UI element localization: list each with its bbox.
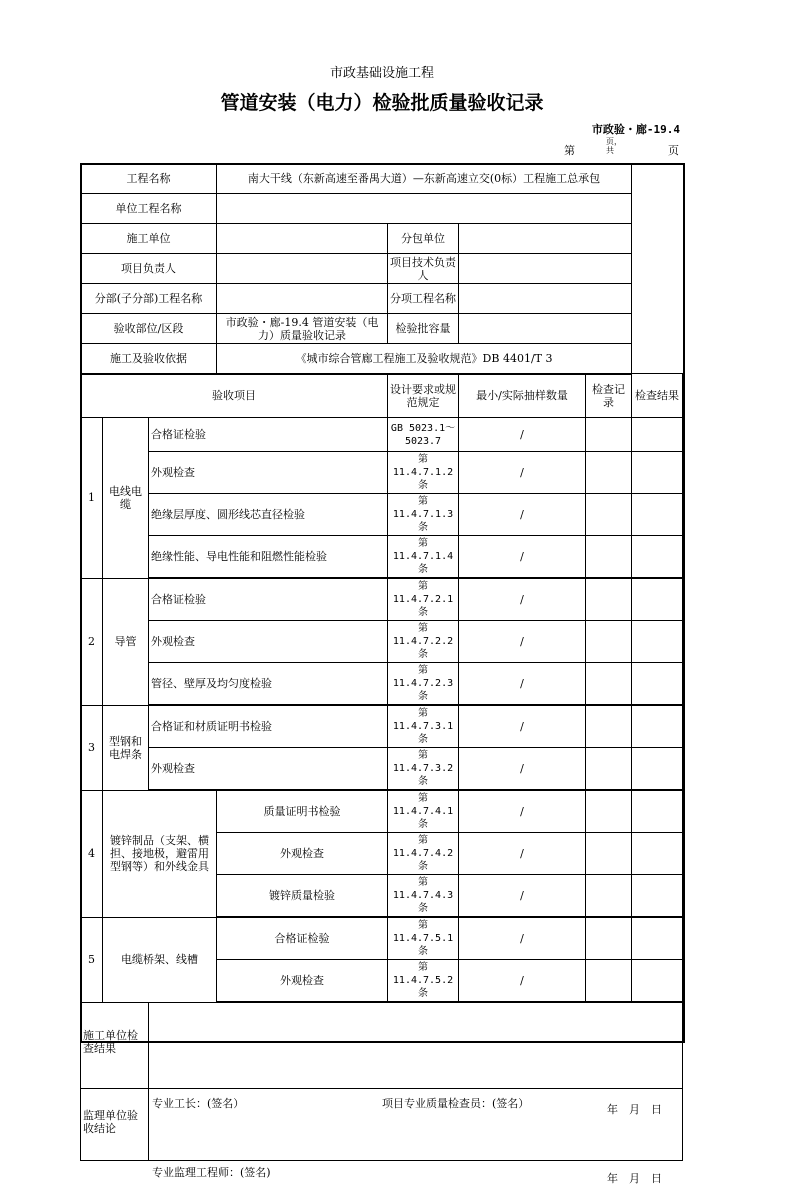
item-name: 质量证明书检验	[217, 790, 388, 833]
item-record[interactable]	[586, 621, 632, 663]
batch-value[interactable]	[459, 314, 632, 344]
col-record-header: 检查记录	[586, 374, 632, 418]
page-title: 管道安装（电力）检验批质量验收记录	[220, 92, 544, 114]
table-row	[81, 705, 683, 748]
tech-lead-value[interactable]	[459, 254, 632, 284]
supervisor-signature: 专业监理工程师：(签名)	[152, 1166, 271, 1179]
page-counter	[560, 137, 684, 162]
item-sample[interactable]: /	[459, 705, 586, 748]
item-result[interactable]	[632, 663, 683, 706]
item-record[interactable]	[586, 917, 632, 960]
item-result[interactable]	[632, 452, 683, 494]
item-sample[interactable]: /	[459, 452, 586, 494]
table-row	[81, 748, 683, 791]
table-row	[81, 452, 683, 494]
batch-label: 检验批容量	[388, 314, 459, 344]
construction-date: 年 月 日	[607, 1103, 662, 1117]
unit-project-label: 单位工程名称	[81, 194, 217, 224]
item-result[interactable]	[632, 536, 683, 579]
location-label: 验收部位/区段	[81, 314, 217, 344]
item-record[interactable]	[586, 536, 632, 579]
basis-label: 施工及验收依据	[81, 344, 217, 374]
item-result[interactable]	[632, 917, 683, 960]
group-number: 2	[81, 578, 103, 705]
group-number: 4	[81, 790, 103, 917]
item-name: 镀锌质量检验	[217, 875, 388, 918]
pm-value[interactable]	[217, 254, 388, 284]
page-di: 第	[564, 144, 575, 157]
item-spec: 第11.4.7.5.2条	[388, 960, 459, 1003]
contractor-value[interactable]	[217, 224, 388, 254]
item-sample[interactable]: /	[459, 621, 586, 663]
item-name: 外观检查	[217, 960, 388, 1003]
item-sample[interactable]: /	[459, 790, 586, 833]
basis-value[interactable]: 《城市综合管廊工程施工及验收规范》DB 4401/T 3	[217, 344, 632, 374]
inspection-form	[80, 163, 683, 1185]
item-record[interactable]	[586, 705, 632, 748]
item-name: 外观检查	[149, 621, 388, 663]
item-result[interactable]	[632, 875, 683, 918]
project-name-label: 工程名称	[81, 164, 217, 194]
item-spec: GB 5023.1～5023.7	[388, 418, 459, 452]
col-result-header: 检查结果	[632, 374, 683, 418]
group-name: 电缆桥架、线槽	[103, 917, 217, 1002]
group-name: 镀锌制品（支架、横担、接地极，避雷用型钢等）和外线金具	[103, 790, 217, 917]
item-sample[interactable]: /	[459, 418, 586, 452]
item-name: 外观检查	[149, 748, 388, 791]
item-sample[interactable]: /	[459, 917, 586, 960]
item-result[interactable]	[632, 578, 683, 621]
supervision-label: 监理单位验收结论	[81, 1088, 149, 1160]
item-result[interactable]	[632, 833, 683, 875]
subcontractor-value[interactable]	[459, 224, 632, 254]
division-value[interactable]	[217, 284, 388, 314]
item-sample[interactable]: /	[459, 833, 586, 875]
table-row	[81, 536, 683, 579]
page-ye-gong: 页，共	[606, 137, 622, 155]
table-row	[81, 917, 683, 960]
division-label: 分部(子分部)工程名称	[81, 284, 217, 314]
item-name: 绝缘性能、导电性能和阻燃性能检验	[149, 536, 388, 579]
item-spec: 第11.4.7.4.2条	[388, 833, 459, 875]
group-number: 5	[81, 917, 103, 1002]
item-spec: 第11.4.7.4.3条	[388, 875, 459, 918]
subcontractor-label: 分包单位	[388, 224, 459, 254]
table-row	[81, 494, 683, 536]
item-record[interactable]	[586, 790, 632, 833]
supervision-date: 年 月 日	[607, 1172, 662, 1185]
item-record[interactable]	[586, 663, 632, 706]
pm-label: 项目负责人	[81, 254, 217, 284]
group-name: 型钢和电焊条	[103, 705, 149, 790]
item-result[interactable]	[632, 748, 683, 791]
header-subtitle: 市政基础设施工程	[329, 66, 434, 81]
item-spec: 第11.4.7.4.1条	[388, 790, 459, 833]
table-row	[81, 663, 683, 706]
item-result[interactable]	[632, 790, 683, 833]
item-spec: 第11.4.7.2.1条	[388, 578, 459, 621]
item-record[interactable]	[586, 875, 632, 918]
subitem-value[interactable]	[459, 284, 632, 314]
item-name: 合格证和材质证明书检验	[149, 705, 388, 748]
item-sample[interactable]: /	[459, 875, 586, 918]
col-item-header: 验收项目	[81, 374, 388, 418]
table-row	[81, 790, 683, 833]
item-spec: 第11.4.7.2.3条	[388, 663, 459, 706]
item-result[interactable]	[632, 418, 683, 452]
item-sample[interactable]: /	[459, 960, 586, 1003]
qc-inspector-signature: 项目专业质量检查员：(签名）	[382, 1097, 530, 1111]
col-spec-header: 设计要求或规范规定	[388, 374, 459, 418]
item-spec: 第11.4.7.1.2条	[388, 452, 459, 494]
table-row	[81, 418, 683, 452]
construction-result-label: 施工单位检查结果	[81, 1002, 149, 1088]
item-spec: 第11.4.7.5.1条	[388, 917, 459, 960]
group-name: 导管	[103, 578, 149, 705]
item-spec: 第11.4.7.1.3条	[388, 494, 459, 536]
item-sample[interactable]: /	[459, 748, 586, 791]
item-result[interactable]	[632, 705, 683, 748]
group-number: 3	[81, 705, 103, 790]
item-record[interactable]	[586, 418, 632, 452]
item-name: 绝缘层厚度、圆形线芯直径检验	[149, 494, 388, 536]
item-sample[interactable]: /	[459, 536, 586, 579]
construction-result-cell[interactable]	[149, 1002, 683, 1117]
item-spec: 第11.4.7.3.1条	[388, 705, 459, 748]
item-spec: 第11.4.7.2.2条	[388, 621, 459, 663]
item-name: 合格证检验	[149, 578, 388, 621]
item-name: 管径、壁厚及均匀度检验	[149, 663, 388, 706]
group-number: 1	[81, 418, 103, 579]
contractor-label: 施工单位	[81, 224, 217, 254]
item-sample[interactable]: /	[459, 663, 586, 706]
item-record[interactable]	[586, 578, 632, 621]
item-name: 合格证检验	[217, 917, 388, 960]
group-name: 电线电缆	[103, 418, 149, 579]
foreman-signature: 专业工长：(签名）	[152, 1097, 245, 1111]
item-result[interactable]	[632, 960, 683, 1003]
subitem-label: 分项工程名称	[388, 284, 459, 314]
unit-project-value[interactable]	[217, 194, 632, 224]
item-name: 合格证检验	[149, 418, 388, 452]
item-spec: 第11.4.7.3.2条	[388, 748, 459, 791]
item-name: 外观检查	[149, 452, 388, 494]
table-row	[81, 578, 683, 621]
project-name-value[interactable]: 南大干线（东新高速至番禺大道）—东新高速立交(0标）工程施工总承包	[217, 164, 632, 194]
item-record[interactable]	[586, 494, 632, 536]
item-sample[interactable]: /	[459, 578, 586, 621]
item-record[interactable]	[586, 960, 632, 1003]
tech-lead-label: 项目技术负责人	[388, 254, 459, 284]
item-name: 外观检查	[217, 833, 388, 875]
item-spec: 第11.4.7.1.4条	[388, 536, 459, 579]
page-ye: 页	[668, 144, 679, 157]
location-value[interactable]: 市政验・廊-19.4 管道安装（电力）质量验收记录	[217, 314, 388, 344]
item-record[interactable]	[586, 833, 632, 875]
item-result[interactable]	[632, 621, 683, 663]
item-record[interactable]	[586, 748, 632, 791]
item-result[interactable]	[632, 494, 683, 536]
item-record[interactable]	[586, 452, 632, 494]
table-row	[81, 621, 683, 663]
form-code: 市政验・廊-19.4	[591, 123, 680, 136]
item-sample[interactable]: /	[459, 494, 586, 536]
col-sample-header: 最小/实际抽样数量	[459, 374, 586, 418]
